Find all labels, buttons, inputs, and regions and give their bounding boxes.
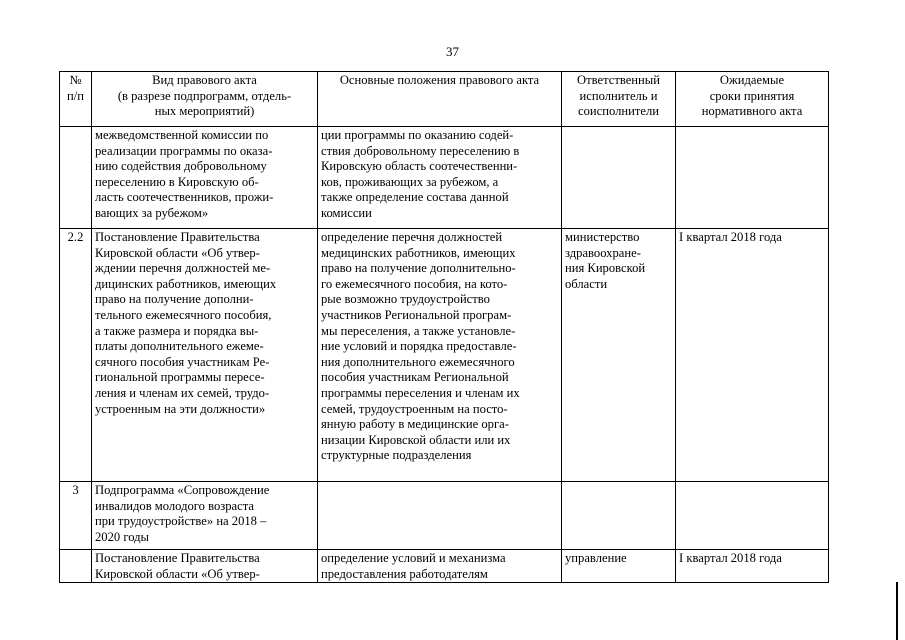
table-row bbox=[60, 550, 829, 583]
table-row bbox=[60, 482, 829, 550]
cell-deadline: I квартал 2018 года bbox=[676, 229, 829, 482]
page-number: 37 bbox=[446, 44, 459, 59]
table-row bbox=[60, 127, 829, 229]
header-number: № п/п bbox=[60, 72, 92, 127]
cell-responsible bbox=[562, 482, 676, 550]
cell-act-type: межведомственной комиссии по реализации программы по оказа- нию содействия добровольному переселению в Кировскую об- ласть соотечественников, прожи- вающих за рубежом» bbox=[92, 127, 318, 229]
cell-provisions: определение условий и механизма предоставления работодателям bbox=[318, 550, 562, 583]
scan-edge-line bbox=[896, 582, 898, 640]
cell-number: 2.2 bbox=[60, 229, 92, 482]
cell-number bbox=[60, 550, 92, 583]
cell-act-type: Подпрограмма «Сопровождение инвалидов молодого возраста при трудоустройстве» на 2018 – 2020 годы bbox=[92, 482, 318, 550]
cell-provisions bbox=[318, 482, 562, 550]
cell-act-type: Постановление Правительства Кировской области «Об утвер- bbox=[92, 550, 318, 583]
cell-provisions: ции программы по оказанию содей- ствия добровольному переселению в Кировскую область соотечественни- ков, проживающих за рубежом, а также определение состава данной комиссии bbox=[318, 127, 562, 229]
table-row bbox=[60, 229, 829, 482]
cell-deadline bbox=[676, 127, 829, 229]
header-provisions: Основные положения правового акта bbox=[318, 72, 562, 127]
cell-number: 3 bbox=[60, 482, 92, 550]
cell-responsible: управление bbox=[562, 550, 676, 583]
cell-act-type: Постановление Правительства Кировской области «Об утвер- ждении перечня должностей ме- дицинских работников, имеющих право на получение дополни- тельного ежемесячного пособия, а также размера и порядка вы- платы дополнительного ежеме- сячного пособия участникам Ре- гиональной программы пересе- ления и членам их семей, трудо- устроенным на эти должности» bbox=[92, 229, 318, 482]
cell-provisions: определение перечня должностей медицинских работников, имеющих право на получение дополнительно- го ежемесячного пособия, на кото- рые возможно трудоустройство участников Региональной програм- мы переселения, а также установле- ние условий и порядка предоставле- ния дополнительного ежемесячного пособия участникам Региональной программы переселения и членам их семей, трудоустроенным на посто- янную работу в медицинские орга- низации Кировской области или их структурные подразделения bbox=[318, 229, 562, 482]
table-header-row bbox=[60, 72, 829, 127]
cell-deadline: I квартал 2018 года bbox=[676, 550, 829, 583]
legal-acts-table bbox=[59, 71, 829, 583]
cell-responsible bbox=[562, 127, 676, 229]
header-act-type: Вид правового акта (в разрезе подпрограмм, отдель- ных мероприятий) bbox=[92, 72, 318, 127]
header-responsible: Ответственный исполнитель и соисполнители bbox=[562, 72, 676, 127]
cell-number bbox=[60, 127, 92, 229]
cell-responsible: министерство здравоохране- ния Кировской области bbox=[562, 229, 676, 482]
header-deadline: Ожидаемые сроки принятия нормативного акта bbox=[676, 72, 829, 127]
cell-deadline bbox=[676, 482, 829, 550]
